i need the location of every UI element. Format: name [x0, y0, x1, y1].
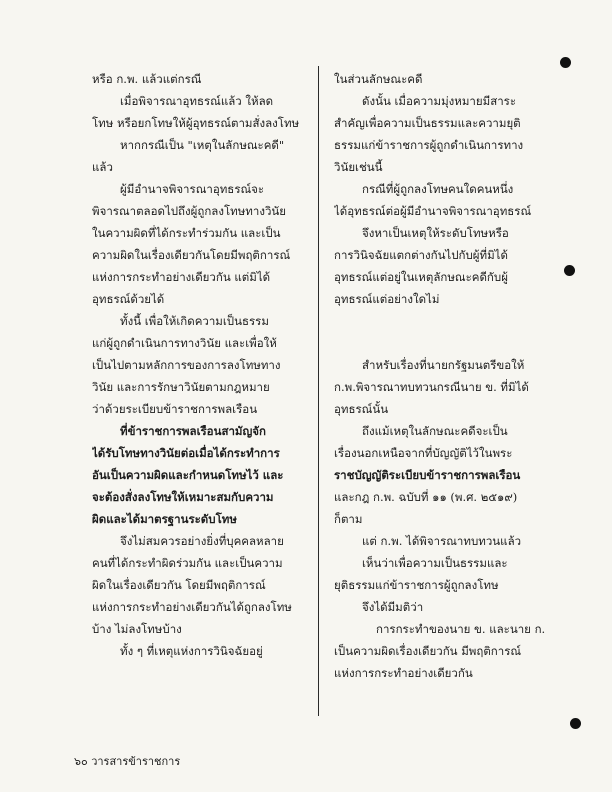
- text-line: อุทธรณ์ด้วยได้: [92, 292, 165, 306]
- text-line: ในความผิดที่ได้กระทำร่วมกัน และเป็น: [92, 226, 281, 240]
- text-line: การวินิจฉัยแตกต่างกันไปกับผู้ที่มิได้: [334, 248, 508, 262]
- text-line: เห็นว่าเพื่อความเป็นธรรมและ: [362, 556, 508, 570]
- text-line: โทษ หรือยกโทษให้ผู้อุทธรณ์ตามสั่งลงโทษ: [92, 116, 300, 130]
- text-line: และกฎ ก.พ. ฉบับที่ ๑๑ (พ.ศ. ๒๕๑๙): [334, 490, 518, 504]
- text-line: จะต้องสั่งลงโทษให้เหมาะสมกับความ: [92, 490, 274, 504]
- text-line: แห่งการกระทำอย่างเดียวกัน แต่มิได้: [92, 270, 271, 284]
- column-divider: [318, 66, 319, 716]
- text-line: [334, 332, 552, 354]
- text-line: จึงหาเป็นเหตุให้ระดับโทษหรือ: [362, 226, 509, 240]
- text-line: วินัยเช่นนี้: [334, 160, 383, 174]
- text-line: จึงไม่สมควรอย่างยิ่งที่บุคคลหลาย: [120, 534, 284, 548]
- text-line: ก.พ.พิจารณาทบทวนกรณีนาย ข. ที่มิได้: [334, 380, 529, 394]
- text-line: ผิดและได้มาตรฐานระดับโทษ: [92, 512, 237, 526]
- text-line: แก่ผู้ถูกดำเนินการทางวินัย และเพื่อให้: [92, 336, 277, 350]
- text-line: ยุติธรรมแก่ข้าราชการผู้ถูกลงโทษ: [334, 578, 499, 592]
- text-line: ธรรมแก่ข้าราชการผู้ถูกดำเนินการทาง: [334, 138, 524, 152]
- text-line: อุทธรณ์แต่อยู่ในเหตุลักษณะคดีกับผู้: [334, 270, 508, 284]
- text-line: กรณีที่ผู้ถูกลงโทษคนใดคนหนึ่ง: [362, 182, 514, 196]
- text-line: แล้ว: [92, 160, 113, 174]
- text-line: เป็นไปตามหลักการของการลงโทษทาง: [92, 358, 281, 372]
- text-line: ทั้งนี้ เพื่อให้เกิดความเป็นธรรม: [120, 314, 269, 328]
- text-line: เรื่องนอกเหนือจากที่บัญญัติไว้ในพระ: [334, 446, 513, 460]
- left-column: [92, 68, 302, 662]
- text-line: เมื่อพิจารณาอุทธรณ์แล้ว ให้ลด: [120, 94, 274, 108]
- right-column: [334, 68, 552, 684]
- binder-hole-icon: [564, 265, 575, 276]
- text-line: คนที่ได้กระทำผิดร่วมกัน และเป็นความ: [92, 556, 283, 570]
- text-line: อันเป็นความผิดและกำหนดโทษไว้ และ: [92, 468, 284, 482]
- text-line: ผิดในเรื่องเดียวกัน โดยมีพฤติการณ์: [92, 578, 266, 592]
- text-line: ดังนั้น เมื่อความมุ่งหมายมีสาระ: [362, 94, 517, 108]
- text-line: สำหรับเรื่องที่นายกรัฐมนตรีขอให้: [362, 358, 525, 372]
- text-line: ที่ข้าราชการพลเรือนสามัญจัก: [120, 424, 266, 438]
- binder-hole-icon: [570, 718, 581, 729]
- text-line: หรือ ก.พ. แล้วแต่กรณี: [92, 72, 202, 86]
- text-line: ความผิดในเรื่องเดียวกันโดยมีพฤติการณ์: [92, 248, 291, 262]
- text-line: พิจารณาตลอดไปถึงผู้ถูกลงโทษทางวินัย: [92, 204, 287, 218]
- text-line: แต่ ก.พ. ได้พิจารณาทบทวนแล้ว: [362, 534, 522, 548]
- text-line: [334, 310, 552, 332]
- text-line: แห่งการกระทำอย่างเดียวกัน: [334, 666, 473, 680]
- text-line: ถึงแม้เหตุในลักษณะคดีจะเป็น: [362, 424, 508, 438]
- page-footer: ๖๐ วารสารข้าราชการ: [74, 755, 181, 768]
- text-line: ว่าด้วยระเบียบข้าราชการพลเรือน: [92, 402, 258, 416]
- text-line: ราชบัญญัติระเบียบข้าราชการพลเรือน: [334, 468, 521, 482]
- text-line: หากกรณีเป็น "เหตุในลักษณะคดี": [120, 138, 285, 152]
- text-line: ก็ตาม: [334, 512, 363, 526]
- text-line: อุทธรณ์แต่อย่างใดไม่: [334, 292, 440, 306]
- text-line: อุทธรณ์นั้น: [334, 402, 389, 416]
- text-line: แห่งการกระทำอย่างเดียวกันได้ถูกลงโทษ: [92, 600, 292, 614]
- text-line: วินัย และการรักษาวินัยตามกฎหมาย: [92, 380, 270, 394]
- text-line: ผู้มีอำนาจพิจารณาอุทธรณ์จะ: [120, 182, 265, 196]
- text-line: ในส่วนลักษณะคดี: [334, 72, 423, 86]
- text-line: ได้อุทธรณ์ต่อผู้มีอำนาจพิจารณาอุทธรณ์: [334, 204, 532, 218]
- binder-hole-icon: [560, 57, 571, 68]
- text-line: บ้าง ไม่ลงโทษบ้าง: [92, 622, 182, 636]
- text-line: ทั้ง ๆ ที่เหตุแห่งการวินิจฉัยอยู่: [120, 644, 263, 658]
- text-line: สำคัญเพื่อความเป็นธรรมและความยุติ: [334, 116, 521, 130]
- text-line: เป็นความผิดเรื่องเดียวกัน มีพฤติการณ์: [334, 644, 522, 658]
- text-line: การกระทำของนาย ข. และนาย ก.: [376, 622, 546, 636]
- text-line: จึงได้มีมติว่า: [362, 600, 424, 614]
- text-line: ได้รับโทษทางวินัยต่อเมื่อได้กระทำการ: [92, 446, 280, 460]
